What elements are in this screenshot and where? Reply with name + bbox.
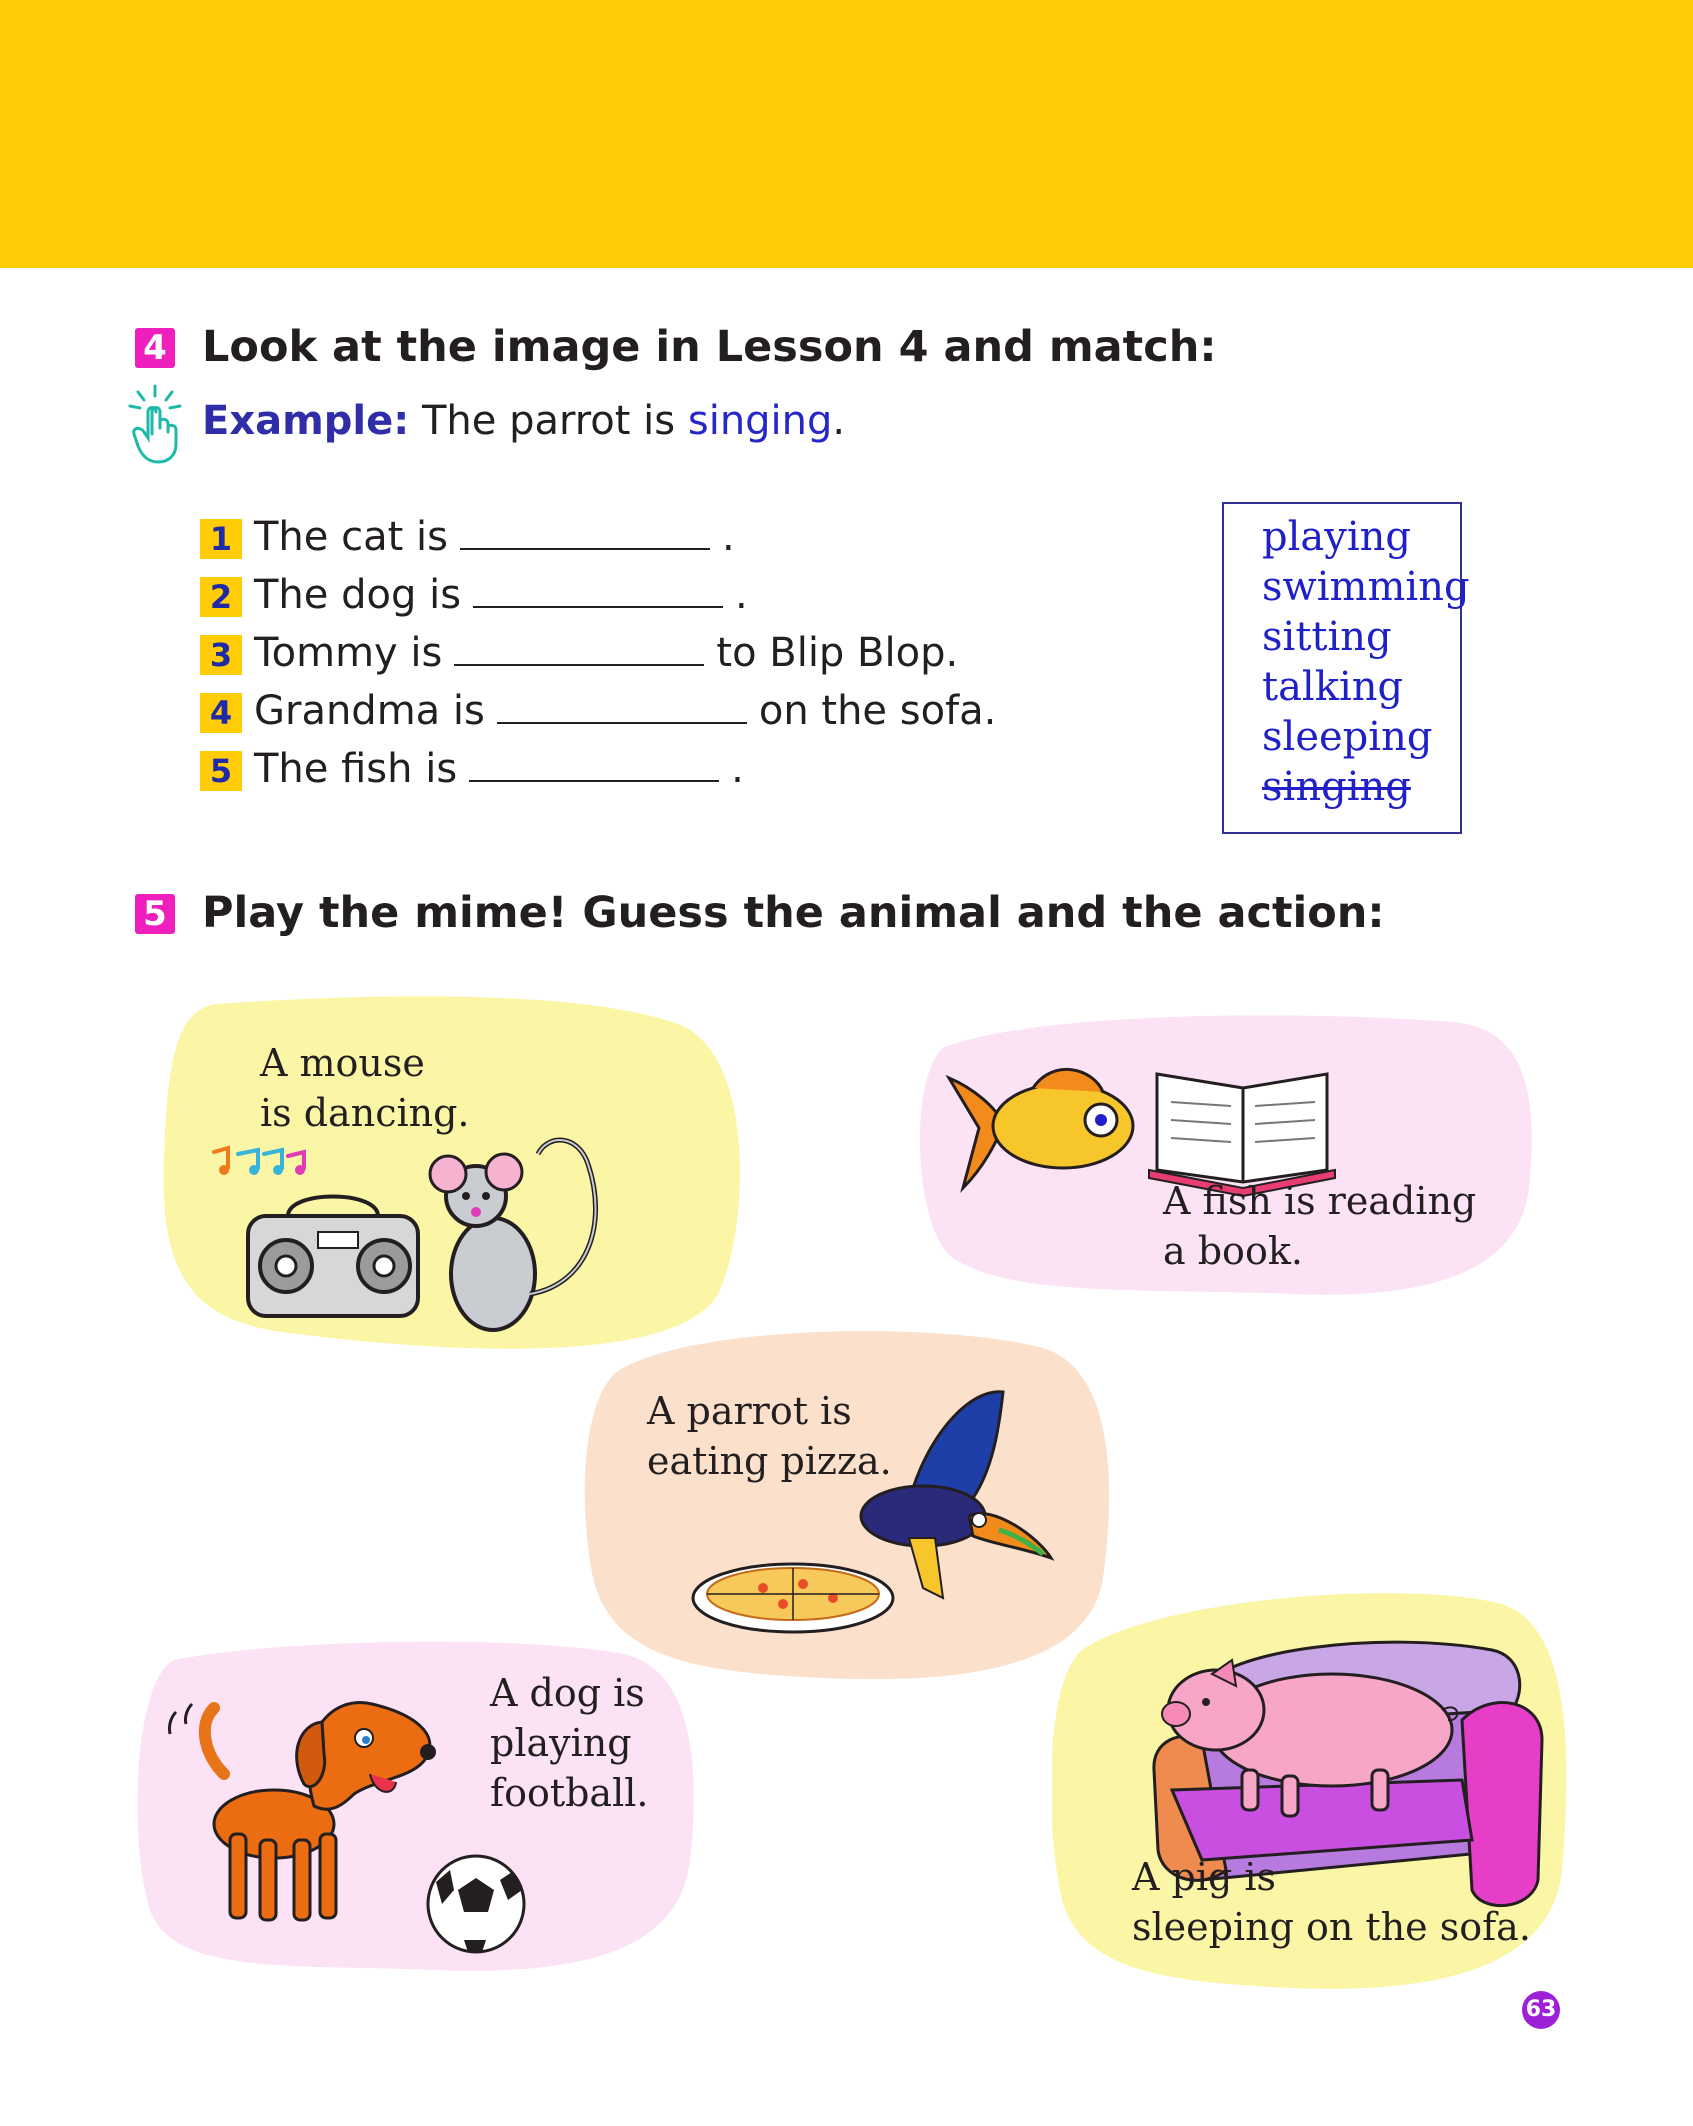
card-dog-line2: playing xyxy=(490,1721,632,1765)
word-bank-item: talking xyxy=(1262,664,1404,710)
word-bank-item: sitting xyxy=(1262,614,1392,660)
word-bank xyxy=(1222,502,1470,834)
item-text: The cat is xyxy=(254,514,448,560)
match-item xyxy=(200,508,996,566)
card-mouse xyxy=(158,994,743,1354)
match-item xyxy=(200,566,996,624)
word-bank-item: swimming xyxy=(1262,564,1470,610)
section-5-title: Play the mime! Guess the animal and the action: xyxy=(202,888,1385,938)
item-after: . xyxy=(721,514,735,560)
mouse-radio-icon xyxy=(208,1134,628,1344)
item-number: 3 xyxy=(200,635,242,675)
item-number: 4 xyxy=(200,693,242,733)
example-answer: singing xyxy=(687,398,833,444)
card-parrot-line2: eating pizza. xyxy=(647,1439,892,1483)
answer-blank[interactable] xyxy=(497,686,747,724)
item-text: Tommy is xyxy=(254,630,443,676)
answer-blank[interactable] xyxy=(460,512,710,550)
section-4-title: Look at the image in Lesson 4 and match: xyxy=(202,322,1217,372)
answer-blank[interactable] xyxy=(473,570,723,608)
card-parrot-line1: A parrot is xyxy=(647,1389,852,1433)
item-text: Grandma is xyxy=(254,688,485,734)
word-bank-item: playing xyxy=(1262,514,1412,560)
card-mouse-line1: A mouse xyxy=(260,1041,425,1085)
card-fish-line2: a book. xyxy=(1163,1229,1303,1273)
page-number: 63 xyxy=(1522,1991,1560,2029)
card-pig-line2: sleeping on the sofa. xyxy=(1132,1905,1531,1949)
match-item xyxy=(200,682,996,740)
card-dog xyxy=(134,1640,698,1980)
item-after: on the sofa. xyxy=(758,688,997,734)
pointing-hand-icon xyxy=(124,382,186,466)
example-text: The parrot is xyxy=(421,398,676,444)
item-number: 2 xyxy=(200,577,242,617)
match-items xyxy=(200,508,996,798)
card-pig xyxy=(1052,1590,1572,1994)
item-number: 5 xyxy=(200,751,242,791)
word-bank-item: sleeping xyxy=(1262,714,1433,760)
item-number: 1 xyxy=(200,519,242,559)
item-after: to Blip Blop. xyxy=(716,630,959,676)
card-parrot xyxy=(583,1328,1113,1684)
answer-blank[interactable] xyxy=(469,744,719,782)
section-4-badge: 4 xyxy=(135,328,175,368)
match-item xyxy=(200,740,996,798)
card-fish-line1: A fish is reading xyxy=(1163,1179,1477,1223)
card-fish xyxy=(913,1008,1539,1300)
card-mouse-line2: is dancing. xyxy=(260,1091,470,1135)
card-dog-line3: football. xyxy=(490,1771,649,1815)
item-after: . xyxy=(731,746,744,792)
card-pig-line1: A pig is xyxy=(1132,1855,1277,1899)
item-after: . xyxy=(735,572,748,618)
example-end: . xyxy=(832,398,846,444)
item-text: The dog is xyxy=(254,572,462,618)
header-banner xyxy=(0,0,1693,268)
example-label: Example: xyxy=(202,398,410,444)
answer-blank[interactable] xyxy=(454,628,704,666)
example-sentence xyxy=(202,398,845,444)
match-item xyxy=(200,624,996,682)
card-dog-line1: A dog is xyxy=(490,1671,645,1715)
word-bank-item-used: singing xyxy=(1262,764,1411,810)
item-text: The fish is xyxy=(254,746,458,792)
parrot-pizza-icon xyxy=(673,1388,1093,1658)
section-5-badge: 5 xyxy=(135,894,175,934)
